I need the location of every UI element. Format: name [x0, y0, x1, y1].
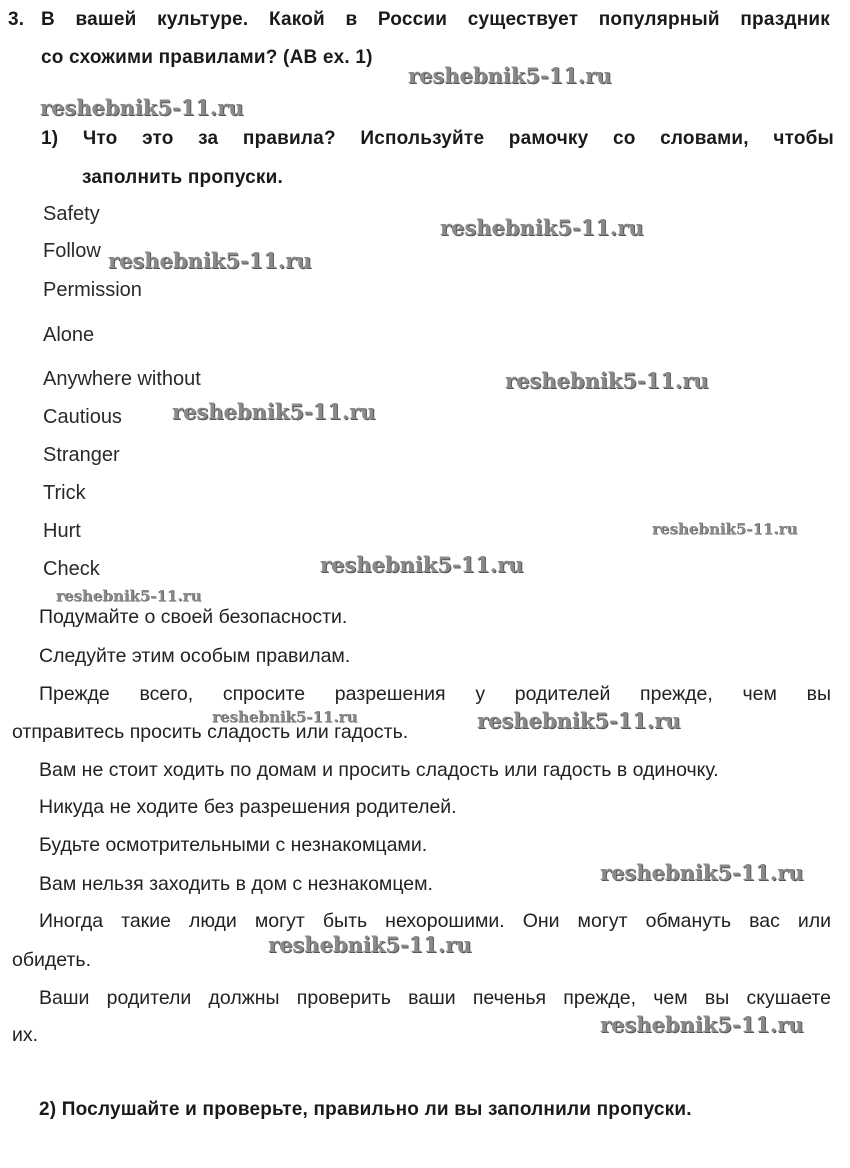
sentence-continuation: обидеть.	[12, 949, 91, 971]
sentence-continuation: отправитесь просить сладость или гадость.	[12, 721, 409, 743]
watermark: reshebnik5-11.ru	[652, 520, 798, 538]
task-number: 3.	[8, 9, 25, 30]
watermark: reshebnik5-11.ru	[40, 95, 244, 120]
sentence: Вам нельзя заходить в дом с незнакомцем.	[39, 873, 433, 895]
word-item: Trick	[43, 482, 86, 504]
word-item: Cautious	[43, 406, 122, 428]
word-item: Anywhere without	[43, 368, 201, 390]
watermark: reshebnik5-11.ru	[320, 552, 524, 577]
watermark: reshebnik5-11.ru	[505, 368, 709, 393]
watermark: reshebnik5-11.ru	[172, 399, 376, 424]
sentence: Следуйте этим особым правилам.	[39, 645, 351, 667]
sentence: Прежде всего, спросите разрешения у родителей прежде, чем вы	[39, 683, 831, 705]
part1-instruction-line1: 1) Что это за правила? Используйте рамочку со словами, чтобы	[41, 128, 834, 149]
word-item: Check	[43, 558, 100, 580]
task-title-line2: со схожими правилами? (AB ex. 1)	[41, 47, 373, 68]
part1-instruction-line2: заполнить пропуски.	[82, 167, 283, 188]
word-item: Safety	[43, 203, 100, 225]
sentence: Никуда не ходите без разрешения родителей.	[39, 796, 457, 818]
watermark: reshebnik5-11.ru	[108, 248, 312, 273]
watermark: reshebnik5-11.ru	[600, 1012, 804, 1037]
watermark: reshebnik5-11.ru	[440, 215, 644, 240]
part2-instruction: 2) Послушайте и проверьте, правильно ли вы заполнили пропуски.	[39, 1099, 692, 1120]
sentence: Ваши родители должны проверить ваши печенья прежде, чем вы скушаете	[39, 987, 831, 1009]
watermark: reshebnik5-11.ru	[212, 708, 358, 726]
word-item: Alone	[43, 324, 95, 346]
word-item: Permission	[43, 279, 142, 301]
sentence: Иногда такие люди могут быть нехорошими. Они могут обмануть вас или	[39, 910, 831, 932]
watermark: reshebnik5-11.ru	[408, 63, 612, 88]
sentence-continuation: их.	[12, 1024, 39, 1046]
word-item: Stranger	[43, 444, 120, 466]
word-item: Follow	[43, 240, 101, 262]
watermark: reshebnik5-11.ru	[600, 860, 804, 885]
sentence: Вам не стоит ходить по домам и просить сладость или гадость в одиночку.	[39, 759, 719, 781]
word-item: Hurt	[43, 520, 81, 542]
watermark: reshebnik5-11.ru	[268, 932, 472, 957]
sentence: Будьте осмотрительными с незнакомцами.	[39, 834, 428, 856]
watermark: reshebnik5-11.ru	[477, 708, 681, 733]
task-title-line1: В вашей культуре. Какой в России существует популярный праздник	[41, 9, 830, 30]
sentence: Подумайте о своей безопасности.	[39, 606, 348, 628]
watermark: reshebnik5-11.ru	[56, 587, 202, 605]
